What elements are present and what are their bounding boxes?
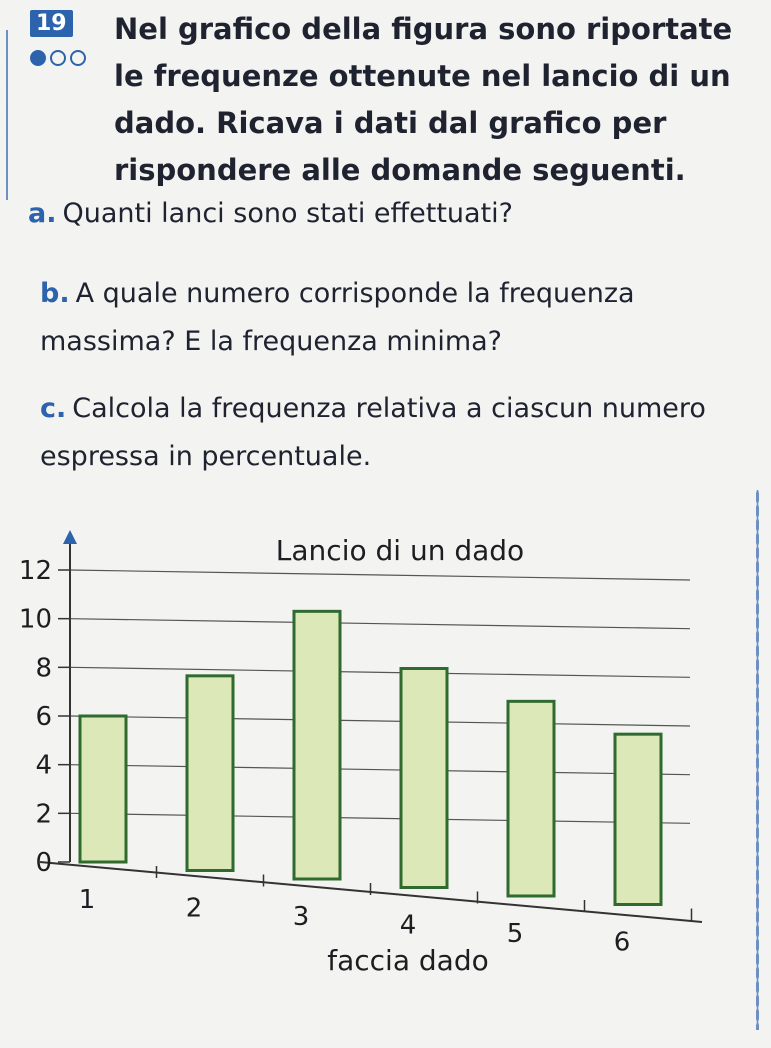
question-text: A quale numero corrisponde la frequenza massima? E la frequenza minima?	[40, 278, 635, 357]
bar-face-1	[80, 716, 126, 862]
y-tick-label: 4	[35, 750, 52, 781]
y-tick-label: 8	[35, 653, 52, 684]
question-text: Quanti lanci sono stati effettuati?	[62, 198, 514, 229]
chart-svg	[0, 500, 771, 1000]
left-dotted-rule	[6, 30, 8, 200]
gridline	[70, 619, 690, 629]
question-text: Calcola la frequenza relativa a ciascun numero espressa in percentuale.	[40, 393, 706, 472]
gridline	[70, 765, 690, 775]
gridline	[70, 813, 690, 823]
exercise-intro: Nel grafico della figura sono riportate le frequenze ottenute nel lancio di un dado. Ricava i dati dal grafico per rispondere alle domande seguenti.	[114, 12, 733, 187]
y-tick-label: 2	[35, 799, 52, 830]
question-letter: b.	[40, 278, 70, 309]
y-tick-label: 12	[18, 556, 52, 586]
y-tick-label: 10	[18, 604, 52, 635]
difficulty-dot-filled-icon	[30, 50, 46, 66]
bar-chart	[0, 500, 771, 1004]
difficulty-dot-empty-icon	[50, 50, 66, 66]
bar-face-5	[508, 701, 554, 896]
y-axis-arrow-icon	[63, 530, 77, 544]
difficulty-dot-empty-icon	[70, 50, 86, 66]
question-b	[40, 270, 750, 366]
x-tick-label-2: 2	[185, 893, 203, 924]
y-tick-label: 0	[35, 848, 52, 878]
x-tick-label-1: 1	[78, 885, 96, 915]
x-tick-label-6: 6	[613, 927, 631, 958]
question-letter: c.	[40, 393, 67, 424]
gridline	[70, 570, 690, 580]
difficulty-indicator	[30, 50, 86, 66]
gridline	[70, 716, 690, 726]
y-tick-label: 6	[35, 702, 52, 732]
x-tick-label-5: 5	[506, 919, 524, 949]
bar-face-2	[187, 676, 233, 871]
x-tick-label-4: 4	[399, 910, 417, 941]
bar-face-6	[615, 734, 661, 904]
chart-title: Lancio di un dado	[275, 534, 525, 567]
x-tick-label-3: 3	[292, 902, 310, 932]
question-letter: a.	[28, 198, 57, 229]
gridline	[70, 667, 690, 677]
exercise-number: 19	[30, 10, 73, 37]
question-c	[40, 385, 760, 481]
chart-xlabel: faccia dado	[327, 944, 489, 977]
question-a	[28, 190, 513, 238]
bar-face-4	[401, 669, 447, 888]
bar-face-3	[294, 611, 340, 879]
